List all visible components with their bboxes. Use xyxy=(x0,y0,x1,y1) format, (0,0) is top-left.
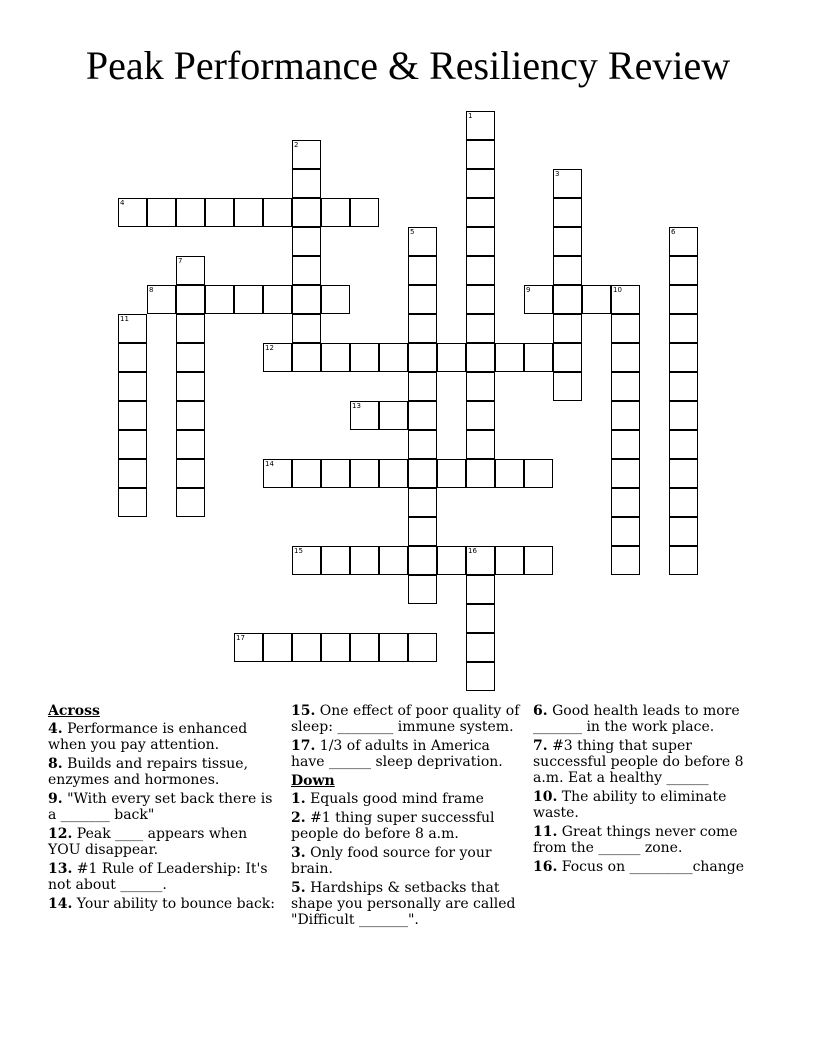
clue-text: Equals good mind frame xyxy=(305,791,484,807)
grid-cell[interactable] xyxy=(495,546,524,575)
grid-cell[interactable] xyxy=(611,430,640,459)
clue-number-label: 10. xyxy=(533,789,558,805)
grid-cell[interactable] xyxy=(524,546,553,575)
grid-cell[interactable] xyxy=(437,459,466,488)
clue-number-label: 5. xyxy=(291,880,306,896)
grid-cell[interactable] xyxy=(350,633,379,662)
clue-number: 11 xyxy=(120,315,129,323)
grid-cell[interactable] xyxy=(350,198,379,227)
grid-cell[interactable] xyxy=(611,372,640,401)
grid-cell[interactable] xyxy=(553,285,582,314)
grid-cell[interactable] xyxy=(321,285,350,314)
clue-text: Good health leads to more _______ in the work place. xyxy=(533,703,740,735)
clue-item xyxy=(291,738,525,770)
grid-cell[interactable] xyxy=(118,401,147,430)
grid-cell[interactable] xyxy=(466,546,495,575)
clue-item xyxy=(291,880,525,928)
clue-number-label: 3. xyxy=(291,845,306,861)
grid-cell[interactable] xyxy=(292,633,321,662)
grid-cell[interactable] xyxy=(118,343,147,372)
clue-text: Performance is enhanced when you pay attention. xyxy=(48,721,248,753)
grid-cell[interactable] xyxy=(466,285,495,314)
grid-cell[interactable] xyxy=(292,256,321,285)
grid-cell[interactable] xyxy=(379,401,408,430)
clue-text: Only food source for your brain. xyxy=(291,845,492,877)
grid-cell[interactable] xyxy=(669,256,698,285)
grid-cell[interactable] xyxy=(466,633,495,662)
clue-text: #3 thing that super successful people do before 8 a.m. Eat a healthy ______ xyxy=(533,738,744,786)
clue-number-label: 17. xyxy=(291,738,316,754)
grid-cell[interactable] xyxy=(669,546,698,575)
grid-cell[interactable] xyxy=(292,140,321,169)
clue-number-label: 1. xyxy=(291,791,306,807)
grid-cell[interactable] xyxy=(669,517,698,546)
grid-cell[interactable] xyxy=(118,430,147,459)
grid-cell[interactable] xyxy=(669,459,698,488)
clues-column-2 xyxy=(291,703,525,931)
clue-text: #1 Rule of Leadership: It's not about ______. xyxy=(48,861,268,893)
grid-cell[interactable] xyxy=(176,314,205,343)
grid-cell[interactable] xyxy=(408,372,437,401)
grid-cell[interactable] xyxy=(611,546,640,575)
grid-cell[interactable] xyxy=(292,169,321,198)
grid-cell[interactable] xyxy=(669,401,698,430)
grid-cell[interactable] xyxy=(176,285,205,314)
grid-cell[interactable] xyxy=(466,343,495,372)
grid-cell[interactable] xyxy=(669,227,698,256)
grid-cell[interactable] xyxy=(176,198,205,227)
grid-cell[interactable] xyxy=(466,198,495,227)
grid-cell[interactable] xyxy=(466,662,495,691)
grid-cell[interactable] xyxy=(553,198,582,227)
clue-number: 1 xyxy=(468,112,473,120)
grid-cell[interactable] xyxy=(408,430,437,459)
grid-cell[interactable] xyxy=(263,633,292,662)
grid-cell[interactable] xyxy=(321,633,350,662)
down-heading: Down xyxy=(291,773,335,789)
grid-cell[interactable] xyxy=(292,459,321,488)
grid-cell[interactable] xyxy=(408,546,437,575)
grid-cell[interactable] xyxy=(263,343,292,372)
grid-cell[interactable] xyxy=(292,198,321,227)
clue-text: One effect of poor quality of sleep: ________ immune system. xyxy=(291,703,520,735)
grid-cell[interactable] xyxy=(611,285,640,314)
grid-cell[interactable] xyxy=(466,111,495,140)
grid-cell[interactable] xyxy=(205,198,234,227)
clue-number: 12 xyxy=(265,344,274,352)
grid-cell[interactable] xyxy=(408,575,437,604)
clue-number-label: 14. xyxy=(48,896,73,912)
clue-number-label: 4. xyxy=(48,721,63,737)
grid-cell[interactable] xyxy=(379,343,408,372)
grid-cell[interactable] xyxy=(292,285,321,314)
grid-cell[interactable] xyxy=(466,314,495,343)
grid-cell[interactable] xyxy=(379,633,408,662)
grid-cell[interactable] xyxy=(118,459,147,488)
clue-text: The ability to eliminate waste. xyxy=(533,789,727,821)
clue-item xyxy=(533,824,767,856)
clue-item xyxy=(533,738,767,786)
grid-cell[interactable] xyxy=(176,488,205,517)
grid-cell[interactable] xyxy=(408,314,437,343)
grid-cell[interactable] xyxy=(118,372,147,401)
grid-cell[interactable] xyxy=(176,343,205,372)
grid-cell[interactable] xyxy=(176,372,205,401)
grid-cell[interactable] xyxy=(350,459,379,488)
grid-cell[interactable] xyxy=(292,343,321,372)
grid-cell[interactable] xyxy=(495,459,524,488)
grid-cell[interactable] xyxy=(350,343,379,372)
clue-number: 13 xyxy=(352,402,361,410)
grid-cell[interactable] xyxy=(611,459,640,488)
clue-text: 1/3 of adults in America have ______ sleep deprivation. xyxy=(291,738,503,770)
grid-cell[interactable] xyxy=(321,198,350,227)
grid-cell[interactable] xyxy=(408,256,437,285)
grid-cell[interactable] xyxy=(466,575,495,604)
grid-cell[interactable] xyxy=(466,401,495,430)
grid-cell[interactable] xyxy=(553,169,582,198)
grid-cell[interactable] xyxy=(408,227,437,256)
grid-cell[interactable] xyxy=(466,169,495,198)
clue-number: 15 xyxy=(294,547,303,555)
grid-cell[interactable] xyxy=(524,285,553,314)
grid-cell[interactable] xyxy=(524,343,553,372)
clue-item xyxy=(533,859,767,875)
clue-number-label: 6. xyxy=(533,703,548,719)
grid-cell[interactable] xyxy=(669,343,698,372)
grid-cell[interactable] xyxy=(379,546,408,575)
clue-number: 7 xyxy=(178,257,183,265)
clue-item xyxy=(291,810,525,842)
clue-number: 16 xyxy=(468,547,477,555)
page-title: Peak Performance & Resiliency Review xyxy=(85,43,731,88)
across-heading: Across xyxy=(48,703,100,719)
grid-cell[interactable] xyxy=(408,488,437,517)
grid-cell[interactable] xyxy=(524,459,553,488)
grid-cell[interactable] xyxy=(553,227,582,256)
clue-item xyxy=(48,791,282,823)
grid-cell[interactable] xyxy=(553,314,582,343)
grid-cell[interactable] xyxy=(118,198,147,227)
clue-number-label: 13. xyxy=(48,861,73,877)
grid-cell[interactable] xyxy=(379,459,408,488)
clue-item xyxy=(48,861,282,893)
clue-number-label: 11. xyxy=(533,824,558,840)
grid-cell[interactable] xyxy=(176,459,205,488)
grid-cell[interactable] xyxy=(437,343,466,372)
grid-cell[interactable] xyxy=(118,488,147,517)
grid-cell[interactable] xyxy=(437,546,466,575)
grid-cell[interactable] xyxy=(234,285,263,314)
grid-cell[interactable] xyxy=(582,285,611,314)
grid-cell[interactable] xyxy=(611,314,640,343)
clue-item xyxy=(533,789,767,821)
grid-cell[interactable] xyxy=(176,430,205,459)
clue-number: 4 xyxy=(120,199,125,207)
clue-number: 9 xyxy=(526,286,531,294)
clue-text: Your ability to bounce back: xyxy=(72,896,276,912)
grid-cell[interactable] xyxy=(263,459,292,488)
grid-cell[interactable] xyxy=(147,285,176,314)
grid-cell[interactable] xyxy=(263,285,292,314)
grid-cell[interactable] xyxy=(553,372,582,401)
clue-number-label: 15. xyxy=(291,703,316,719)
grid-cell[interactable] xyxy=(466,459,495,488)
clue-number-label: 16. xyxy=(533,859,558,875)
grid-cell[interactable] xyxy=(495,343,524,372)
clue-item xyxy=(291,845,525,877)
clue-number: 2 xyxy=(294,141,299,149)
grid-cell[interactable] xyxy=(350,546,379,575)
grid-cell[interactable] xyxy=(408,459,437,488)
clue-number-label: 8. xyxy=(48,756,63,772)
grid-cell[interactable] xyxy=(350,401,379,430)
clue-number: 17 xyxy=(236,634,245,642)
grid-cell[interactable] xyxy=(611,488,640,517)
grid-cell[interactable] xyxy=(669,488,698,517)
grid-cell[interactable] xyxy=(408,401,437,430)
grid-cell[interactable] xyxy=(234,633,263,662)
grid-cell[interactable] xyxy=(611,343,640,372)
clue-item xyxy=(291,791,525,807)
grid-cell[interactable] xyxy=(321,546,350,575)
grid-cell[interactable] xyxy=(205,285,234,314)
grid-cell[interactable] xyxy=(553,343,582,372)
clue-text: #1 thing super successful people do before 8 a.m. xyxy=(291,810,495,842)
grid-cell[interactable] xyxy=(669,285,698,314)
clue-number: 6 xyxy=(671,228,676,236)
grid-cell[interactable] xyxy=(669,430,698,459)
clue-number-label: 7. xyxy=(533,738,548,754)
clue-item xyxy=(48,756,282,788)
grid-cell[interactable] xyxy=(553,256,582,285)
grid-cell[interactable] xyxy=(466,227,495,256)
grid-cell[interactable] xyxy=(466,256,495,285)
grid-cell[interactable] xyxy=(466,372,495,401)
clue-number: 10 xyxy=(613,286,622,294)
grid-cell[interactable] xyxy=(292,227,321,256)
clue-text: Builds and repairs tissue, enzymes and hormones. xyxy=(48,756,249,788)
grid-cell[interactable] xyxy=(611,517,640,546)
grid-cell[interactable] xyxy=(669,314,698,343)
grid-cell[interactable] xyxy=(176,256,205,285)
clue-number: 14 xyxy=(265,460,274,468)
clue-number: 5 xyxy=(410,228,415,236)
clue-number-label: 9. xyxy=(48,791,63,807)
grid-cell[interactable] xyxy=(176,401,205,430)
clues-column-1 xyxy=(48,703,282,915)
clue-number-label: 2. xyxy=(291,810,306,826)
grid-cell[interactable] xyxy=(292,314,321,343)
grid-cell[interactable] xyxy=(466,604,495,633)
grid-cell[interactable] xyxy=(611,401,640,430)
clue-item xyxy=(48,896,282,912)
grid-cell[interactable] xyxy=(408,343,437,372)
clue-text: Focus on _________change xyxy=(557,859,745,875)
grid-cell[interactable] xyxy=(408,285,437,314)
grid-cell[interactable] xyxy=(466,430,495,459)
grid-cell[interactable] xyxy=(234,198,263,227)
clue-number-label: 12. xyxy=(48,826,73,842)
clue-text: "With every set back there is a _______ back" xyxy=(48,791,273,823)
clue-item xyxy=(48,721,282,753)
grid-cell[interactable] xyxy=(292,546,321,575)
clue-item xyxy=(533,703,767,735)
clue-text: Great things never come from the ______ zone. xyxy=(533,824,738,856)
clue-number: 3 xyxy=(555,170,560,178)
grid-cell[interactable] xyxy=(321,343,350,372)
grid-cell[interactable] xyxy=(408,517,437,546)
grid-cell[interactable] xyxy=(466,140,495,169)
clue-text: Peak ____ appears when YOU disappear. xyxy=(48,826,248,858)
grid-cell[interactable] xyxy=(321,459,350,488)
grid-cell[interactable] xyxy=(408,633,437,662)
clues-column-3 xyxy=(533,703,767,878)
grid-cell[interactable] xyxy=(147,198,176,227)
clue-text: Hardships & setbacks that shape you personally are called "Difficult _______". xyxy=(291,880,516,928)
clue-item xyxy=(291,703,525,735)
grid-cell[interactable] xyxy=(118,314,147,343)
clue-item xyxy=(48,826,282,858)
grid-cell[interactable] xyxy=(263,198,292,227)
grid-cell[interactable] xyxy=(669,372,698,401)
clue-number: 8 xyxy=(149,286,154,294)
